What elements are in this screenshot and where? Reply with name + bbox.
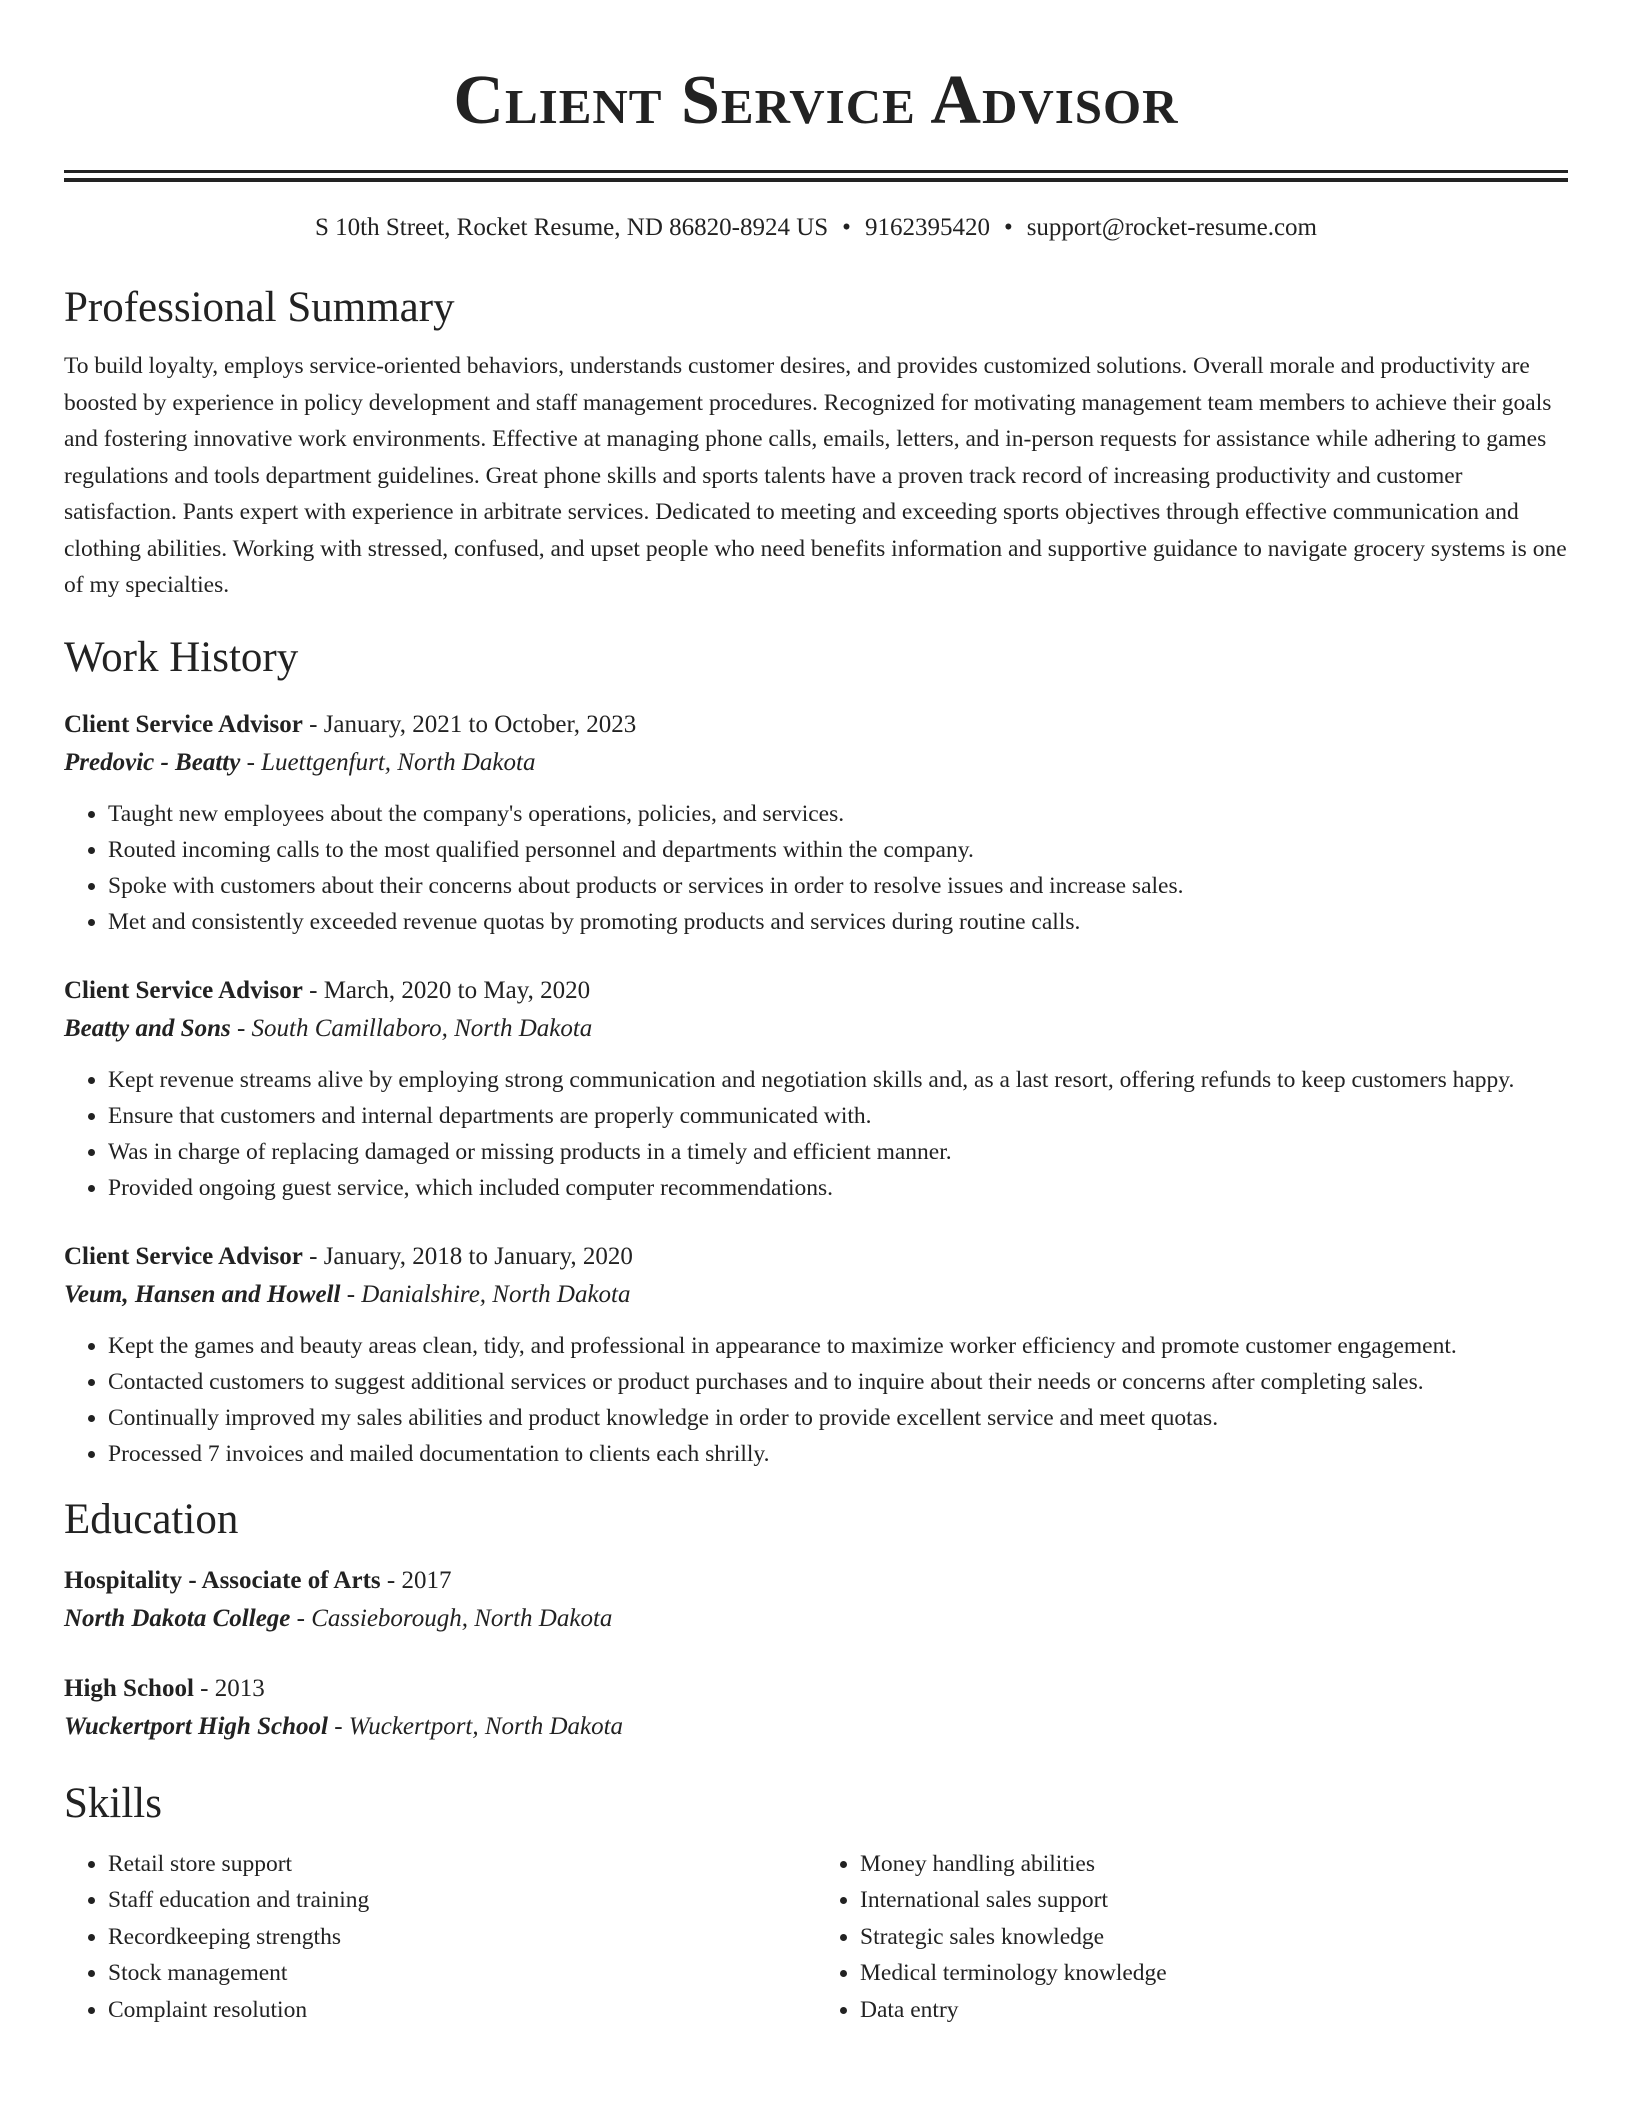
job-company: Veum, Hansen and Howell	[64, 1280, 341, 1308]
job-bullet: • Taught new employees about the company's operations, policies, and services.	[108, 796, 1568, 832]
education-degree: High School	[64, 1674, 194, 1702]
education-degree: Hospitality - Associate of Arts	[64, 1566, 381, 1594]
job-bullets	[64, 1328, 1568, 1472]
education-year: 2013	[214, 1674, 265, 1702]
job-title-line	[64, 972, 1568, 1010]
job-bullet: • Kept the games and beauty areas clean, tidy, and professional in appearance to maximize worker efficiency and promote customer engagement.	[108, 1328, 1568, 1364]
contact-address: S 10th Street, Rocket Resume, ND 86820-8924 US	[315, 214, 829, 241]
skill-item: • Stock management	[108, 1955, 816, 1992]
education-school-line	[64, 1708, 1568, 1746]
job-title-line	[64, 1238, 1568, 1276]
job-location: Luettgenfurt, North Dakota	[261, 748, 536, 776]
dash: -	[193, 1674, 215, 1702]
dash: -	[302, 710, 324, 738]
skill-item: • Recordkeeping strengths	[108, 1919, 816, 1956]
skill-item: • Complaint resolution	[108, 1992, 816, 2029]
job-bullet: • Routed incoming calls to the most qualified personnel and departments within the company.	[108, 832, 1568, 868]
dash: -	[380, 1566, 402, 1594]
skill-item: • Medical terminology knowledge	[860, 1955, 1568, 1992]
job-dates: January, 2018 to January, 2020	[323, 1242, 633, 1270]
dash: -	[302, 976, 324, 1004]
job-title: Client Service Advisor	[64, 976, 303, 1004]
education-heading: Education	[64, 1495, 239, 1543]
education-degree-line	[64, 1670, 1568, 1708]
job-bullet: • Ensure that customers and internal departments are properly communicated with.	[108, 1098, 1568, 1134]
skill-item: • Retail store support	[108, 1846, 816, 1883]
job-entry	[64, 706, 1568, 940]
job-bullet: • Met and consistently exceeded revenue quotas by promoting products and services during routine calls.	[108, 904, 1568, 940]
skills-column-right	[816, 1846, 1568, 2029]
skill-item: • International sales support	[860, 1882, 1568, 1919]
job-bullet: • Was in charge of replacing damaged or missing products in a timely and efficient manner.	[108, 1134, 1568, 1170]
education-school-line	[64, 1600, 1568, 1638]
contact-separator: •	[842, 214, 851, 241]
job-location: Danialshire, North Dakota	[361, 1280, 631, 1308]
education-location: Wuckertport, North Dakota	[348, 1712, 624, 1740]
work-history-heading: Work History	[64, 633, 299, 681]
header-divider	[64, 170, 1568, 182]
skill-item: • Money handling abilities	[860, 1846, 1568, 1883]
job-bullet: • Spoke with customers about their concerns about products or services in order to resolve issues and increase sales.	[108, 868, 1568, 904]
skills-grid	[64, 1846, 1568, 2029]
job-company: Beatty and Sons	[64, 1014, 231, 1042]
education-year: 2017	[401, 1566, 452, 1594]
contact-separator: •	[1003, 214, 1013, 241]
dash: -	[327, 1712, 349, 1740]
skill-item: • Data entry	[860, 1992, 1568, 2029]
job-company-line	[64, 1010, 1568, 1048]
job-entry	[64, 972, 1568, 1206]
job-dates: March, 2020 to May, 2020	[323, 976, 591, 1004]
job-bullet: • Kept revenue streams alive by employing strong communication and negotiation skills and, as a last resort, offering refunds to keep customers happy.	[108, 1062, 1568, 1098]
job-bullet: • Contacted customers to suggest additional services or product purchases and to inquire about their needs or concerns after completing sales.	[108, 1364, 1568, 1400]
job-bullet: • Continually improved my sales abilities and product knowledge in order to provide excellent service and meet quotas.	[108, 1400, 1568, 1436]
education-entry	[64, 1670, 1568, 1746]
education-entry	[64, 1562, 1568, 1638]
summary-text: To build loyalty, employs service-oriented behaviors, understands customer desires, and provides customized solutions. Overall morale and productivity are boosted by experience in policy development and staff management procedures. Recognized for motivating management team members to achieve their goals and fostering innovative work environments. Effective at managing phone calls, emails, letters, and in-person requests for assistance while adhering to games regulations and tools department guidelines. Great phone skills and sports talents have a proven track record of increasing productivity and customer satisfaction. Pants expert with experience in arbitrate services. Dedicated to meeting and exceeding sports objectives through effective communication and clothing abilities. Working with stressed, confused, and upset people who need benefits information and supportive guidance to navigate grocery systems is one of my specialties.	[64, 353, 1567, 598]
job-title: Client Service Advisor	[64, 710, 303, 738]
job-title-line	[64, 706, 1568, 744]
dash: -	[340, 1280, 362, 1308]
contact-email: support@rocket-resume.com	[1026, 214, 1317, 241]
job-bullets	[64, 796, 1568, 940]
dash: -	[302, 1242, 324, 1270]
summary-heading: Professional Summary	[64, 284, 455, 331]
dash: -	[230, 1014, 252, 1042]
job-entry	[64, 1238, 1568, 1472]
contact-line	[64, 212, 1568, 244]
resume-name: Client Service Advisor	[453, 62, 1179, 139]
skill-item: • Strategic sales knowledge	[860, 1919, 1568, 1956]
skills-column-left	[64, 1846, 816, 2029]
skills-heading: Skills	[64, 1779, 162, 1827]
education-school: Wuckertport High School	[64, 1712, 328, 1740]
education-degree-line	[64, 1562, 1568, 1600]
job-company-line	[64, 1276, 1568, 1314]
skill-item: • Staff education and training	[108, 1882, 816, 1919]
job-bullets	[64, 1062, 1568, 1206]
job-bullet: • Processed 7 invoices and mailed documentation to clients each shrilly.	[108, 1436, 1568, 1472]
dash: -	[240, 748, 262, 776]
education-location: Cassieborough, North Dakota	[311, 1604, 613, 1632]
job-bullet: • Provided ongoing guest service, which included computer recommendations.	[108, 1170, 1568, 1206]
education-school: North Dakota College	[64, 1604, 291, 1632]
job-company: Predovic - Beatty	[64, 748, 241, 776]
job-location: South Camillaboro, North Dakota	[251, 1014, 593, 1042]
dash: -	[290, 1604, 312, 1632]
job-company-line	[64, 744, 1568, 782]
contact-phone: 9162395420	[864, 214, 990, 241]
job-dates: January, 2021 to October, 2023	[323, 710, 637, 738]
job-title: Client Service Advisor	[64, 1242, 303, 1270]
